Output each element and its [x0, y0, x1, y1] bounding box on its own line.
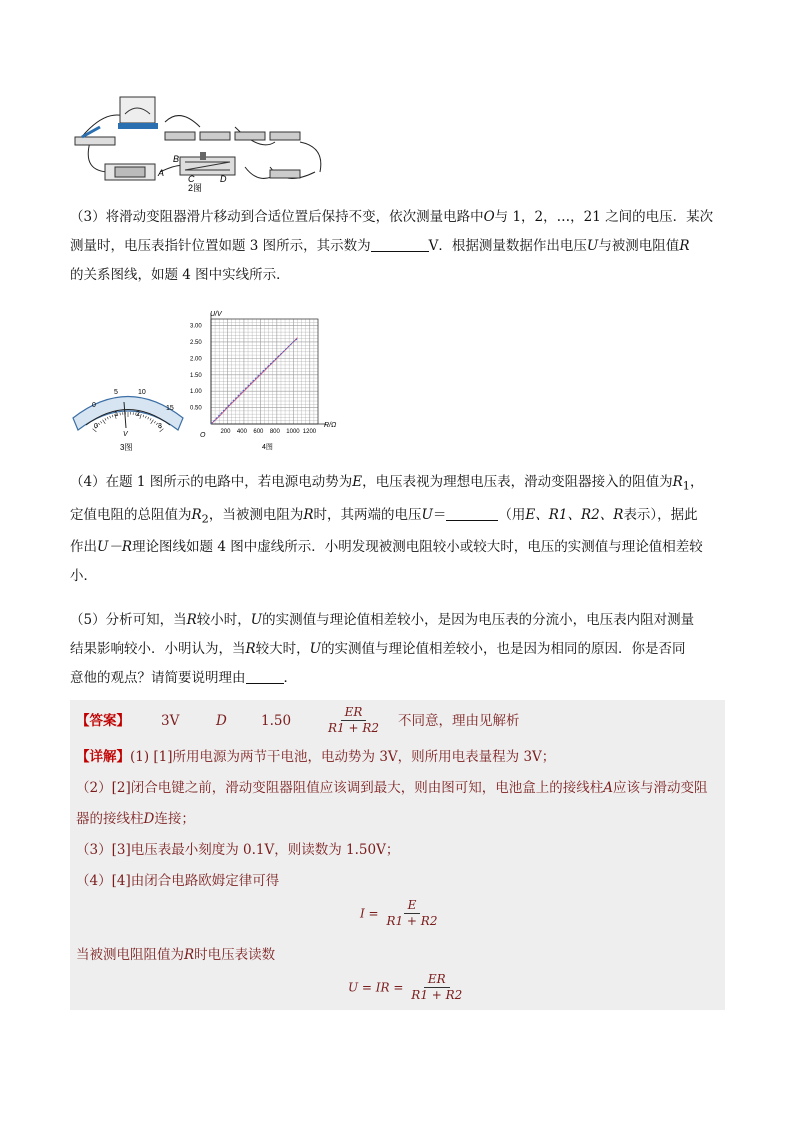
label-c: C [188, 174, 195, 184]
dial-tick [110, 416, 111, 418]
answer-3: 1.50 [261, 713, 292, 729]
detail-block: 【详解】(1) [1]所用电源为两节干电池，电动势为 3V，则所用电表量程为 3V； （2）[2]闭合电键之前，滑动变阻器阻值应该调到最大，则由图可知，电池盒上的接线柱A应该与滑动变阻 器的接线柱D连接； （3）[3]电压表最小刻度为 0.1V，则读数为 1.50V； （4）[4]由闭合电路欧姆定律可得 [76, 749, 708, 889]
bottom-tick-2: 2 [136, 411, 140, 418]
dial-tick [107, 417, 108, 419]
figure4-caption: 4图 [262, 444, 273, 451]
answer-1: 3V [161, 713, 180, 729]
dial-tick [148, 417, 149, 419]
dial-tick [151, 420, 154, 424]
chart-ylabel: U/V [210, 311, 222, 318]
dial-tick [150, 418, 151, 420]
q4-paragraph: （4）在题 1 图所示的电路中，若电源电动势为E，电压表视为理想电压表，滑动变阻器接入的阻值为$R_1$， 定值电阻的总阻值为$R_2$，当被测电阻为R时，其两端的电压U＝ （用E、R1、R2、R表示），据此 作出U－R理论图线如题 4 图中虚线所示．小明发现被测电阻较小或较大时，电压的实测值与理论值相差较 小． [70, 474, 704, 585]
figure2-caption: 2图 [188, 183, 203, 192]
y-tick-label: 1.00 [190, 389, 202, 396]
bottom-tick-1: 1 [114, 411, 118, 418]
answer-row [76, 702, 726, 740]
q5-paragraph: （5）分析可知，当R较小时，U的实测值与理论值相差较小，是因为电压表的分流小，电压表内阻对测量 结果影响较小．小明认为，当R较大时，U的实测值与理论值相差较小，也是因为相同的原因．你是否同 意他的观点？请简要说明理由 ． [70, 612, 695, 686]
y-tick-label: 1.50 [190, 372, 202, 379]
label-d: D [220, 174, 227, 184]
y-tick-label: 3.00 [190, 323, 202, 330]
dial-tick [100, 421, 102, 423]
dial-tick [103, 420, 106, 424]
detail-line-6: 当被测电阻阻值为R时电压表读数 [76, 947, 276, 963]
detail-label: 【详解】 [76, 749, 130, 765]
top-tick-15: 15 [166, 405, 174, 412]
answer-5: 不同意，理由见解析 [398, 713, 520, 729]
voltmeter-dial-figure [68, 380, 188, 455]
dial-tick [154, 421, 156, 423]
bottom-tick-3: 3 [158, 423, 162, 430]
chart-origin: O [200, 432, 206, 439]
top-tick-5: 5 [114, 389, 118, 396]
top-tick-0: 0 [92, 402, 96, 409]
x-tick-label: 1000 [286, 429, 300, 435]
x-tick-label: 200 [220, 429, 231, 435]
circuit-figure [70, 92, 330, 192]
x-tick-label: 400 [236, 429, 247, 435]
series-line-1 [211, 338, 297, 424]
dial-tick [98, 423, 100, 425]
chart-xlabel: R/Ω [324, 422, 337, 429]
bottom-tick-0: 0 [94, 423, 98, 430]
formula-2: U = IR = $\frac{ER}{R1 + R2}$ [348, 972, 463, 1002]
label-b: B [173, 154, 180, 164]
dial-tick [105, 418, 106, 420]
figure3-caption: 3图 [120, 443, 133, 452]
y-tick-label: 2.50 [190, 339, 202, 346]
answer-blank[interactable] [446, 506, 498, 521]
top-tick-10: 10 [138, 389, 146, 396]
dial-tick [143, 415, 144, 417]
q3-paragraph: （3）将滑动变阻器滑片移动到合适位置后保持不变，依次测量电路中O与 1，2，…，21 之间的电压．某次测量时，电压表指针位置如题 3 图所示，其示数为 V．根据测量数据作出电压U与被测电阻值R 的关系图线，如题 4 图中实线所示． [70, 209, 714, 283]
x-tick-label: 800 [269, 429, 280, 435]
dial-tick [140, 414, 141, 419]
dial-unit: V [123, 431, 128, 438]
x-tick-label: 600 [253, 429, 264, 435]
y-tick-label: 2.00 [190, 356, 202, 363]
answer-2: D [216, 713, 227, 729]
formula-1: I = $\frac{E}{R1 + R2}$ [360, 898, 438, 928]
y-tick-label: 0.50 [190, 405, 202, 412]
dial-tick [145, 416, 146, 418]
dial-tick [112, 415, 113, 417]
u-r-chart [186, 306, 346, 456]
label-a: A [158, 168, 165, 178]
answer-4: $\frac{ER}{R1 + R2}$ [328, 705, 380, 735]
x-tick-label: 1200 [302, 429, 317, 435]
answer-label: 【答案】 [76, 713, 130, 729]
answer-blank[interactable] [371, 237, 429, 252]
answer-blank[interactable] [246, 669, 284, 684]
